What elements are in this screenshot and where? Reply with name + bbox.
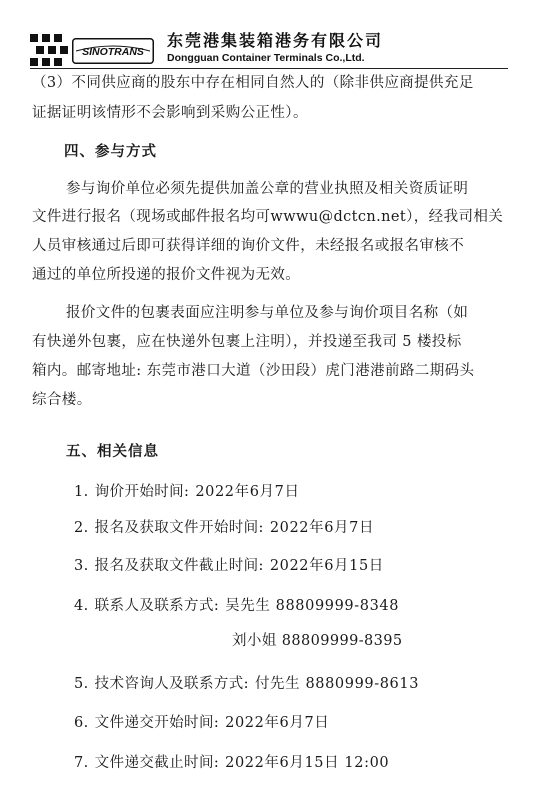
info-item-4 — [74, 597, 399, 615]
header-divider — [30, 68, 508, 69]
info-item-6 — [74, 714, 329, 732]
section-heading-participation: 四、参与方式 — [64, 144, 157, 160]
info-item-value: 吴先生 88809999-8348 — [225, 598, 400, 614]
info-item-value: 2022年6月7日 — [195, 484, 300, 500]
company-name-en: Dongguan Container Terminals Co.,Ltd. — [167, 52, 365, 64]
info-item-7 — [74, 754, 389, 772]
info-item-value: 2022年6月15日 12:00 — [225, 755, 390, 771]
company-logo-icon — [30, 34, 70, 68]
participation-para1-line4: 通过的单位所投递的报价文件视为无效。 — [32, 267, 301, 283]
badge-text: SINOTRANS — [82, 46, 144, 58]
info-item-label: 报名及获取文件截止时间: — [94, 558, 264, 574]
letterhead — [30, 30, 510, 70]
info-item-2 — [74, 519, 374, 537]
section-heading-info: 五、相关信息 — [66, 444, 159, 460]
participation-para1-line2: 文件进行报名（现场或邮件报名均可wwwu@dctcn.net），经我司相关 — [32, 209, 504, 225]
info-item-number: 3. — [74, 558, 89, 574]
company-name-block — [167, 32, 407, 65]
info-item-number: 7. — [74, 755, 89, 771]
info-item-label: 联系人及联系方式: — [94, 598, 220, 614]
info-item-value: 2022年6月15日 — [269, 558, 384, 574]
info-item-number: 2. — [74, 520, 89, 536]
info-item-number: 1. — [74, 484, 89, 500]
info-item-value: 付先生 8880999-8613 — [254, 676, 420, 692]
participation-para2-line4: 综合楼。 — [32, 392, 92, 408]
info-item-label: 文件递交截止时间: — [94, 755, 220, 771]
info-item-value: 2022年6月7日 — [225, 715, 330, 731]
info-item-label: 技术咨询人及联系方式: — [94, 676, 249, 692]
info-item-label: 询价开始时间: — [94, 484, 190, 500]
info-item-5 — [74, 675, 419, 693]
info-item-number: 4. — [74, 598, 89, 614]
info-item-value: 2022年6月7日 — [269, 520, 375, 536]
participation-para1-line3: 人员审核通过后即可获得详细的询价文件，未经报名或报名审核不 — [32, 238, 465, 254]
info-item-number: 5. — [74, 676, 89, 692]
company-name-cn: 东莞港集装箱港务有限公司 — [167, 31, 384, 50]
info-item-number: 6. — [74, 715, 89, 731]
info-item-label: 报名及获取文件开始时间: — [94, 520, 264, 536]
info-item-label: 文件递交开始时间: — [94, 715, 220, 731]
participation-para1-line1: 参与询价单位必须先提供加盖公章的营业执照及相关资质证明 — [66, 181, 469, 197]
info-item-1 — [74, 483, 300, 501]
participation-para2-line3: 箱内。邮寄地址: 东莞市港口大道（沙田段）虎门港港前路二期码头 — [32, 363, 475, 379]
participation-para2-line1: 报价文件的包裹表面应注明参与单位及参与询价项目名称（如 — [66, 305, 469, 321]
intro-line-1: （3）不同供应商的股东中存在相同自然人的（除非供应商提供充足 — [32, 75, 474, 91]
info-item-3 — [74, 557, 384, 575]
sinotrans-badge-icon — [72, 38, 154, 64]
info-item-4-second-contact: 刘小姐 88809999-8395 — [232, 633, 403, 649]
participation-para2-line2: 有快递外包裹，应在快递外包裹上注明），并投递至我司 5 楼投标 — [32, 334, 462, 350]
intro-line-2: 证据证明该情形不会影响到采购公正性）。 — [32, 105, 308, 121]
